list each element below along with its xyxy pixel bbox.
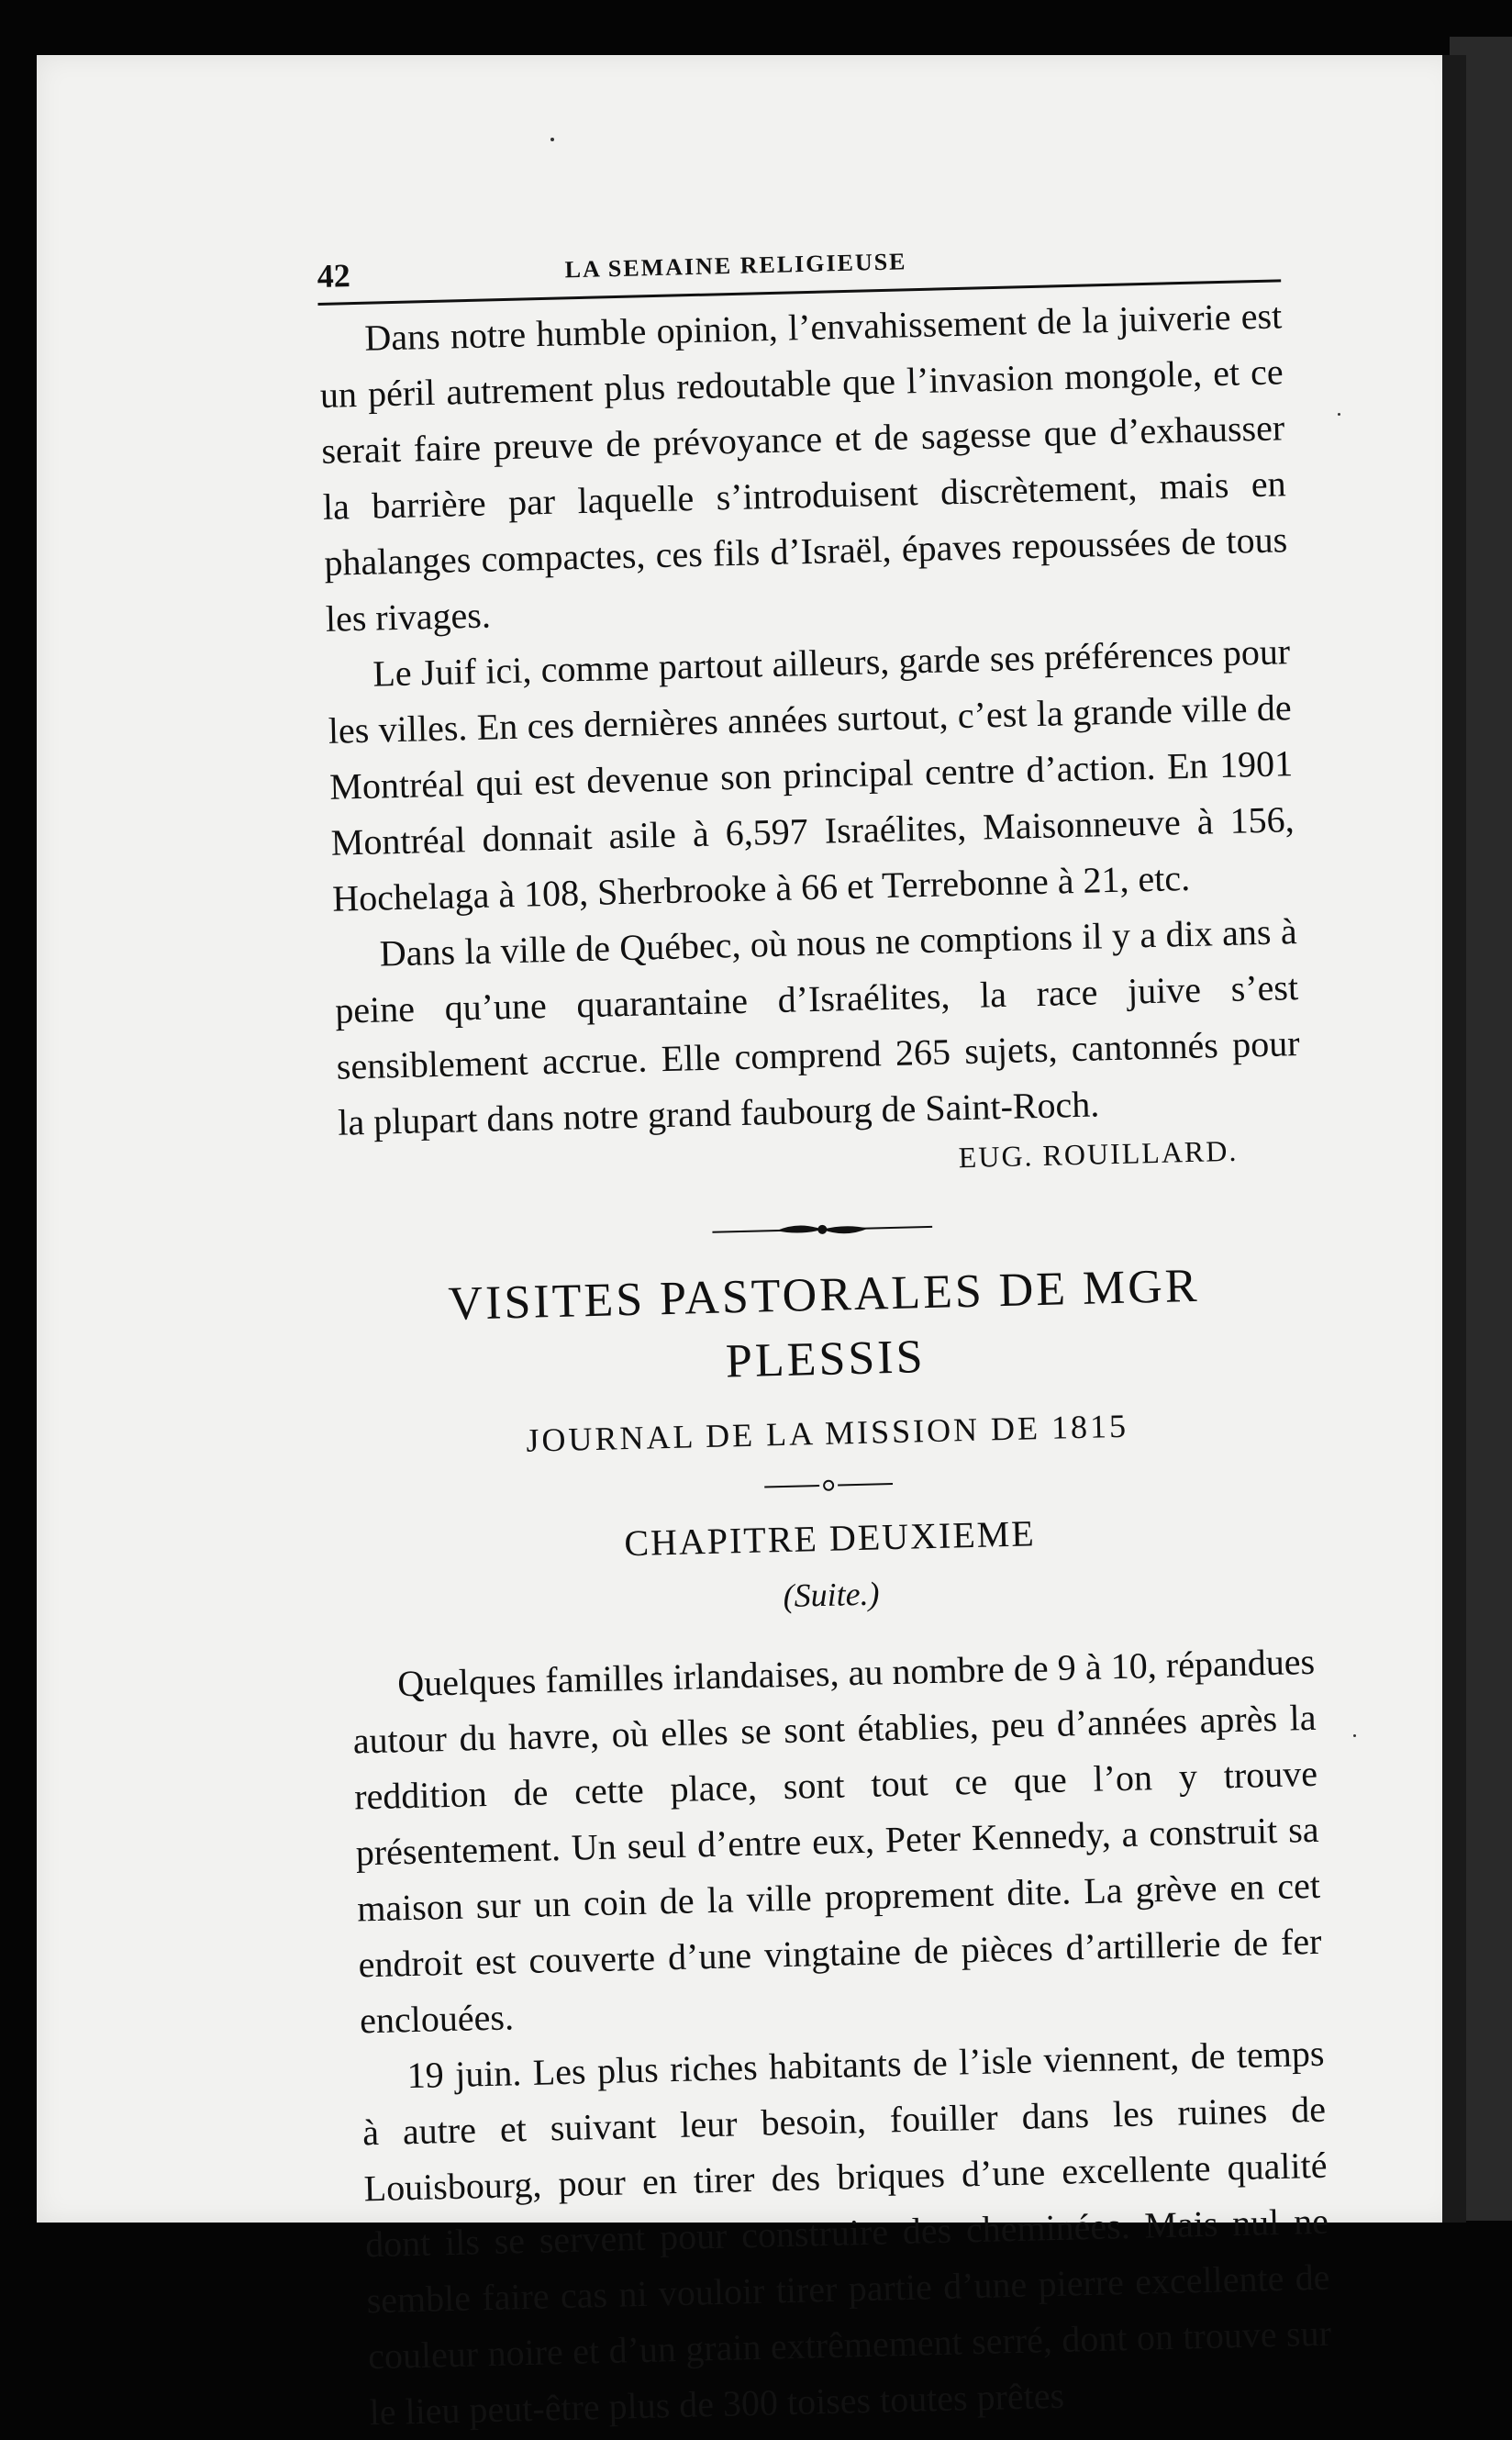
dust-speck [1338,413,1340,416]
small-divider [347,1463,1310,1509]
ornament-icon [712,1213,933,1246]
dust-speck [1353,1734,1356,1737]
article-title: VISITES PASTORALES DE MGR PLESSIS [447,1259,1201,1388]
paragraph: Quelques familles irlandaises, au nombre de 9 à 10, répandues autour du havre, où elles se sont établies, peu d’années après la reddition de cette place, sont tout ce que l’on y trouve présentement. Un seul d’entre eux, Peter Kennedy, a construit sa maison sur un coin de la ville proprement dite. La grève en cet endroit est couverte d’une vingtaine de pièces d’artillerie de fer enclouées. [352,1640,1322,2042]
page-content [317,224,1333,2440]
article-juiverie [318,287,1303,1194]
chapter-suite: (Suite.) [783,1575,880,1615]
author-signature: EUG. ROUILLARD. [958,1133,1239,1175]
paragraph: 19 juin. Les plus riches habitants de l’isle viennent, de temps à autre et suivant leur besoin, fouiller dans les ruines de Louisbourg, pour en tirer des briques d’une excellente qualité dont ils se servent pour construire des cheminées. Mais nul ne semble faire cas ni vouloir tirer partie d’une pierre excellente de couleur noire et d’un grain extrêmement serré, dont on trouve sur le lieu peut-être plus de 300 toises toutes prêtes [361,2032,1332,2434]
page-number: 42 [317,257,351,295]
running-title: LA SEMAINE RELIGIEUSE [564,248,907,284]
page-edge-shadow [1442,55,1466,2223]
paragraph: Le Juif ici, comme partout ailleurs, garde ses préférences pour les villes. En ces dernières années surtout, c’est la grande ville de Montréal qui est devenue son principal centre d’action. En 1901 Montréal donnait asile à 6,597 Israélites, Maisonneuve à 156, Hochelaga à 108, Sherbrooke à 66 et Terrebonne à 21, etc. [328,630,1295,919]
article-plessis [351,1633,1334,2440]
chapter-heading: CHAPITRE DEUXIEME [623,1512,1037,1565]
divider-icon [764,1473,894,1498]
dust-speck [550,138,554,141]
paragraph: Dans la ville de Québec, où nous ne comptions il y a dix ans à peine qu’une quarantaine d’Israélites, la race juive s’est sensiblement accrue. Elle comprend 265 sujets, cantonnés pour la plupart dans notre grand faubourg de Saint-Roch. [334,910,1301,1143]
article-subtitle: JOURNAL DE LA MISSION DE 1815 [525,1407,1129,1459]
paragraph: Dans notre humble opinion, l’envahissement de la juiverie est un péril autrement plus redoutable que l’invasion mongole, et ce serait faire preuve de prévoyance et de sagesse que d’exhausser la barrière par laquelle s’introduisent discrètement, mais en phalanges compactes, ces fils d’Israël, épaves repoussées de tous les rivages. [319,295,1288,640]
ornament-divider [340,1204,1304,1255]
